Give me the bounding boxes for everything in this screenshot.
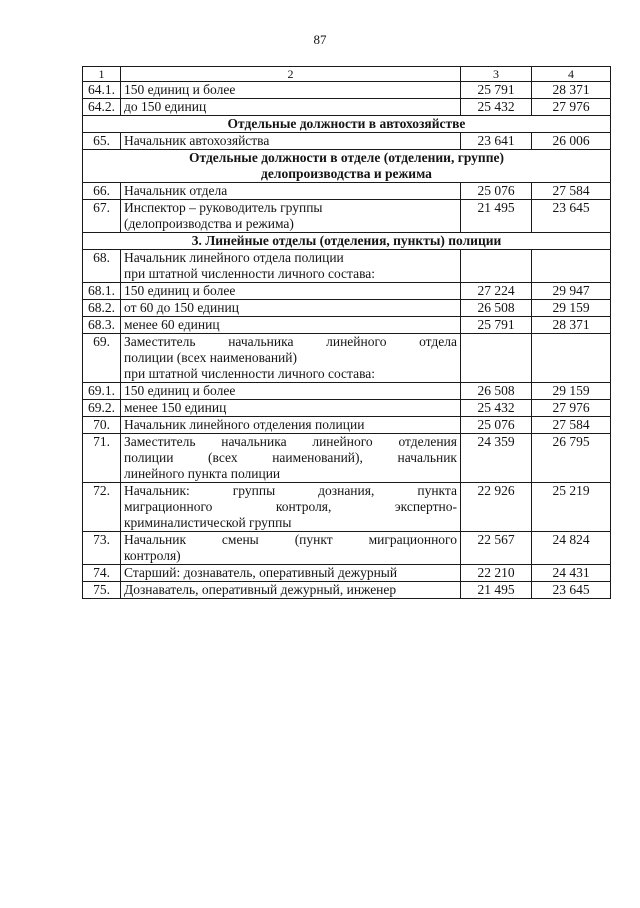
position-name-line: при штатной численности личного состава: — [124, 366, 376, 381]
table-row — [83, 200, 611, 233]
value-col-4: 23 645 — [532, 582, 611, 599]
row-number: 74. — [83, 565, 121, 582]
table-header-row — [83, 67, 611, 82]
position-name — [121, 317, 461, 334]
position-name — [121, 417, 461, 434]
row-number: 66. — [83, 183, 121, 200]
position-name-line: линейного пункта полиции — [124, 466, 281, 481]
position-name-line: (делопроизводства и режима) — [124, 216, 294, 231]
position-name-line: контроля) — [124, 548, 181, 563]
row-number: 75. — [83, 582, 121, 599]
value-col-4: 27 976 — [532, 99, 611, 116]
header-col-3: 3 — [461, 67, 532, 82]
position-name-line: криминалистической группы — [124, 515, 292, 530]
value-col-3: 25 791 — [461, 317, 532, 334]
row-number: 65. — [83, 133, 121, 150]
row-number: 70. — [83, 417, 121, 434]
row-number: 72. — [83, 483, 121, 532]
value-col-4: 27 976 — [532, 400, 611, 417]
position-name — [121, 133, 461, 150]
value-col-3: 22 210 — [461, 565, 532, 582]
table-row — [83, 99, 611, 116]
position-name — [121, 82, 461, 99]
position-name-line: Начальник отдела — [124, 183, 228, 198]
position-name-line: при штатной численности личного состава: — [124, 266, 376, 281]
position-name-line: Начальник смены (пункт миграционного — [124, 532, 457, 547]
position-name — [121, 99, 461, 116]
value-col-4: 27 584 — [532, 183, 611, 200]
position-name-line: Начальник автохозяйства — [124, 133, 270, 148]
row-number: 69.2. — [83, 400, 121, 417]
position-name — [121, 532, 461, 565]
position-name — [121, 250, 461, 283]
row-number: 68. — [83, 250, 121, 283]
table-row — [83, 383, 611, 400]
salary-table-body — [83, 67, 611, 599]
table-row — [83, 582, 611, 599]
value-col-4: 26 006 — [532, 133, 611, 150]
section-title-line: делопроизводства и режима — [261, 166, 432, 181]
section-title-line: Отдельные должности в автохозяйстве — [227, 116, 466, 131]
value-col-3: 26 508 — [461, 383, 532, 400]
table-row — [83, 565, 611, 582]
row-number: 67. — [83, 200, 121, 233]
value-col-3: 25 076 — [461, 183, 532, 200]
row-number: 64.2. — [83, 99, 121, 116]
position-name — [121, 334, 461, 383]
value-col-4: 24 431 — [532, 565, 611, 582]
section-title — [83, 116, 611, 133]
value-col-4: 28 371 — [532, 317, 611, 334]
position-name — [121, 483, 461, 532]
position-name-line: Дознаватель, оперативный дежурный, инженер — [124, 582, 397, 597]
position-name — [121, 582, 461, 599]
table-row — [83, 300, 611, 317]
value-col-4 — [532, 250, 611, 283]
position-name — [121, 183, 461, 200]
section-title — [83, 233, 611, 250]
value-col-3: 21 495 — [461, 200, 532, 233]
header-col-1: 1 — [83, 67, 121, 82]
value-col-4: 26 795 — [532, 434, 611, 483]
position-name-line: Заместитель начальника линейного отдела — [124, 334, 457, 349]
table-row — [83, 400, 611, 417]
row-number: 73. — [83, 532, 121, 565]
section-title-line: Отдельные должности в отделе (отделении, группе) — [189, 150, 504, 165]
row-number: 69. — [83, 334, 121, 383]
position-name-line: 150 единиц и более — [124, 82, 236, 97]
position-name-line: полиции (всех наименований) — [124, 350, 298, 365]
section-title — [83, 150, 611, 183]
value-col-3: 25 076 — [461, 417, 532, 434]
header-col-2: 2 — [121, 67, 461, 82]
value-col-3: 22 567 — [461, 532, 532, 565]
position-name-line: миграционного контроля, экспертно- — [124, 499, 457, 514]
value-col-3 — [461, 250, 532, 283]
row-number: 71. — [83, 434, 121, 483]
position-name — [121, 283, 461, 300]
position-name — [121, 400, 461, 417]
value-col-4: 23 645 — [532, 200, 611, 233]
table-row — [83, 283, 611, 300]
value-col-3: 25 432 — [461, 99, 532, 116]
value-col-3 — [461, 334, 532, 383]
table-row — [83, 434, 611, 483]
value-col-4: 29 159 — [532, 300, 611, 317]
position-name-line: Начальник линейного отделения полиции — [124, 417, 365, 432]
position-name — [121, 383, 461, 400]
value-col-3: 25 432 — [461, 400, 532, 417]
table-row — [83, 532, 611, 565]
value-col-4: 29 159 — [532, 383, 611, 400]
table-row — [83, 133, 611, 150]
value-col-4: 29 947 — [532, 283, 611, 300]
position-name-line: от 60 до 150 единиц — [124, 300, 239, 315]
header-col-4: 4 — [532, 67, 611, 82]
position-name-line: полиции (всех наименований), начальник — [124, 450, 457, 465]
value-col-3: 27 224 — [461, 283, 532, 300]
position-name — [121, 434, 461, 483]
table-row — [83, 183, 611, 200]
position-name — [121, 300, 461, 317]
table-row — [83, 250, 611, 283]
position-name-line: Заместитель начальника линейного отделения — [124, 434, 457, 449]
section-header-row — [83, 116, 611, 133]
position-name-line: 150 единиц и более — [124, 383, 236, 398]
value-col-4: 28 371 — [532, 82, 611, 99]
value-col-3: 21 495 — [461, 582, 532, 599]
row-number: 64.1. — [83, 82, 121, 99]
table-row — [83, 483, 611, 532]
position-name-line: Начальник: группы дознания, пункта — [124, 483, 457, 498]
position-name-line: Старший: дознаватель, оперативный дежурный — [124, 565, 398, 580]
position-name-line: до 150 единиц — [124, 99, 207, 114]
position-name — [121, 200, 461, 233]
row-number: 69.1. — [83, 383, 121, 400]
value-col-3: 25 791 — [461, 82, 532, 99]
position-name-line: менее 60 единиц — [124, 317, 220, 332]
value-col-4: 25 219 — [532, 483, 611, 532]
value-col-3: 24 359 — [461, 434, 532, 483]
value-col-3: 22 926 — [461, 483, 532, 532]
value-col-4 — [532, 334, 611, 383]
section-title-line: 3. Линейные отделы (отделения, пункты) полиции — [191, 233, 502, 248]
value-col-3: 23 641 — [461, 133, 532, 150]
table-row — [83, 417, 611, 434]
value-col-4: 27 584 — [532, 417, 611, 434]
value-col-4: 24 824 — [532, 532, 611, 565]
value-col-3: 26 508 — [461, 300, 532, 317]
row-number: 68.3. — [83, 317, 121, 334]
table-row — [83, 334, 611, 383]
position-name — [121, 565, 461, 582]
section-header-row — [83, 233, 611, 250]
table-row — [83, 317, 611, 334]
position-name-line: 150 единиц и более — [124, 283, 236, 298]
position-name-line: менее 150 единиц — [124, 400, 227, 415]
section-header-row — [83, 150, 611, 183]
salary-table — [82, 66, 611, 599]
page-number: 87 — [313, 32, 327, 47]
position-name-line: Инспектор – руководитель группы — [124, 200, 323, 215]
row-number: 68.1. — [83, 283, 121, 300]
position-name-line: Начальник линейного отдела полиции — [124, 250, 344, 265]
table-row — [83, 82, 611, 99]
row-number: 68.2. — [83, 300, 121, 317]
